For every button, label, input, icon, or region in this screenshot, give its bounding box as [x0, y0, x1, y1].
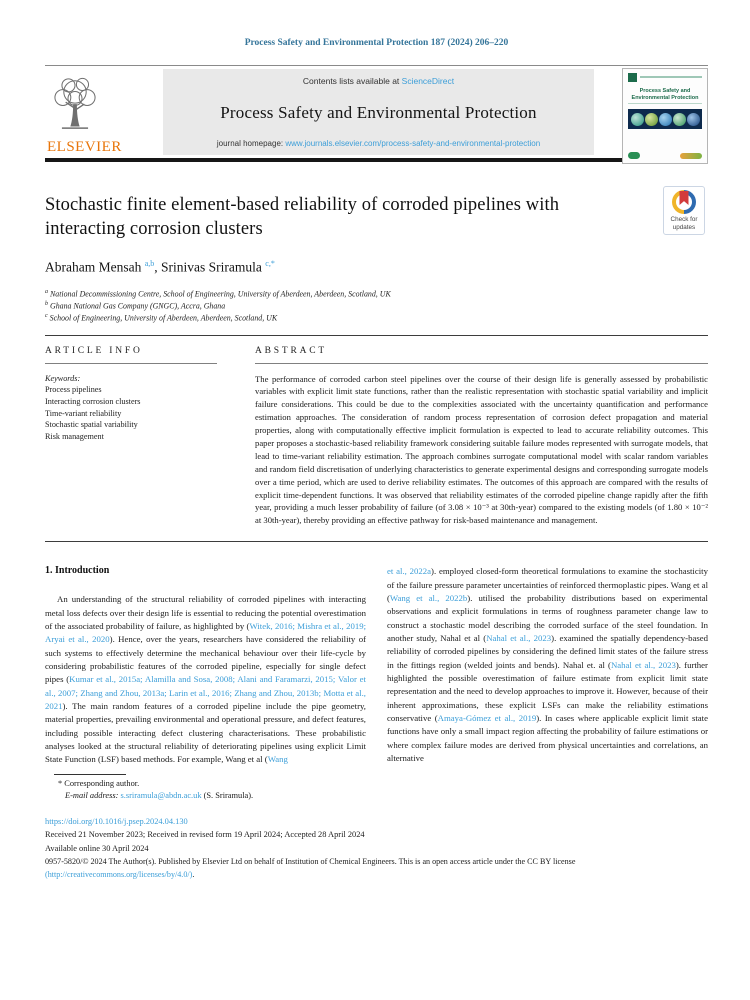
article-title: Stochastic finite element-based reliability of corroded pipelines with interacting corrosion clusters [45, 195, 560, 240]
inline-link[interactable]: s.sriramula@abdn.ac.uk [118, 791, 202, 801]
article-info-heading: ARTICLE INFO [45, 346, 217, 364]
keyword: Time-variant reliability [45, 408, 122, 418]
keyword: Risk management [45, 432, 104, 441]
inline-link[interactable]: Wang et al., 2022b [389, 592, 468, 603]
cover-globe-icon [673, 113, 686, 126]
journal-cover-thumbnail[interactable] [622, 68, 708, 156]
available-online: Available online 30 April 2024 [45, 843, 149, 853]
email-note: E-mail address: s.sriramula@abdn.ac.uk (S. Sriramula). [65, 791, 254, 801]
cover-society-logo [628, 152, 640, 159]
inline-link[interactable]: Kumar et al., 2015a; Alamilla and Sosa, 2008; Alani and Faramarzi, 2015; Valor et al., 2007; Zhang and Zhou, 2013a; Larin et al., 2016; Zhang and Zhou, 2013b; Motta et al., 2021 [45, 674, 366, 711]
title-block [45, 193, 708, 242]
elsevier-logo[interactable] [45, 68, 163, 156]
header-black-bar [45, 158, 708, 162]
section-heading: 1. Introduction [45, 565, 110, 577]
cover-brand-logo [680, 153, 702, 159]
cover-globe-icon [645, 113, 658, 126]
cover-publisher-mark [628, 73, 637, 82]
crossmark-icon [672, 190, 696, 214]
author-affil-sup[interactable]: c,* [265, 258, 275, 268]
footnote-block [45, 774, 400, 803]
abstract-column [255, 346, 708, 528]
keyword: Interacting corrosion clusters [45, 397, 141, 407]
left-column [45, 565, 366, 766]
info-bottom-rule [45, 541, 708, 542]
affiliation: $^c$ School of Engineering, University of Aberdeen, Aberdeen, Scotland, UK [45, 313, 278, 324]
inline-link[interactable]: et al., 2022a [387, 566, 432, 577]
keywords-label: Keywords: [45, 373, 81, 383]
received-dates: Received 21 November 2023; Received in revised form 19 April 2024; Accepted 28 April 2024 [45, 830, 365, 840]
inline-link[interactable]: Witek, 2016; Mishra et al., 2019; Aryai et al., 2020 [45, 620, 367, 645]
cover-globe-icon [659, 113, 672, 126]
bookmark-ribbon-icon [680, 191, 689, 205]
check-updates-label: Check for updates [670, 216, 698, 231]
journal-banner [163, 69, 594, 155]
elsevier-logo-text: ELSEVIER [47, 139, 122, 155]
check-for-updates-badge[interactable] [663, 186, 705, 235]
abstract-text: The performance of corroded carbon steel pipelines over the course of their design life is generally assessed by probabilistic variables with explicit limit state functions, rather than the realistic representation with stochastic spatial variability and implicit failure considerations. This could be due to the complexities associated with the uncertainty quantification and performance estimation approaches. The consideration of random process representation of corrosion defect propagation and material properties, along with computationally effective implicit formulation is expected to lead to accurate reliability outcomes. This paper proposes a stochastic-based reliability framework considering suitable failure modes represented with surrogate models, that lead to time-variant reliability estimation. The approach combines surrogate computational model with scalar random variables and random field discretisation of underlying characteristics to generate experimental designs and corresponding surrogate models over a time period, which are used to derive reliability estimates. The outcomes of this approach are compared with the results of explicit time-dependent functions. It was observed that reliability estimates of the corroded pipeline change rapidly after the fifth year, providing a much lesser probability of failure (of 3.08 × 10⁻³ at 30th-year) compared to the existing models (of 1.80 × 10⁻² at 30th-year), thereby providing an effective pathway for risk-based maintenance and management. [255, 373, 708, 526]
keyword: Stochastic spatial variability [45, 420, 138, 430]
inline-link[interactable]: Amaya-Gómez et al., 2019 [437, 713, 537, 724]
cover-title: Process Safety and Environmental Protection [631, 88, 699, 101]
right-column [387, 565, 708, 766]
affiliation: $^b$ Ghana National Gas Company (GNGC), Accra, Ghana [45, 301, 226, 312]
journal-cover [622, 68, 708, 164]
doi-link: https://doi.org/10.1016/j.psep.2024.04.130 [45, 816, 188, 826]
abstract-heading: ABSTRACT [255, 346, 708, 364]
sciencedirect-link[interactable]: ScienceDirect [401, 76, 455, 86]
author-name: Abraham Mensah [45, 259, 142, 275]
inline-link[interactable]: (http://creativecommons.org/licenses/by/4.0/) [45, 869, 193, 879]
cover-image-strip [628, 109, 702, 129]
inline-link[interactable]: Nahal et al., 2023 [486, 632, 552, 643]
author-affil-sup[interactable]: a,b [144, 258, 155, 268]
journal-citation: Process Safety and Environmental Protection 187 (2024) 206–220 [244, 38, 509, 48]
copyright-line: 0957-5820/© 2024 The Author(s). Published by Elsevier Ltd on behalf of Institution of Chemical Engineers. This is an open access article under the CC BY license (http://creativecommons.org/licenses/by/4.0/). [45, 857, 576, 879]
inline-link[interactable]: Nahal et al., 2023 [610, 659, 676, 670]
cover-globe-icon [687, 113, 700, 126]
introduction-section [45, 565, 708, 766]
elsevier-tree-icon [47, 76, 103, 139]
author-name: Srinivas Sriramula [161, 259, 262, 275]
contents-line: Contents lists available at ScienceDirect [302, 76, 455, 86]
intro-paragraph-left: An understanding of the structural reliability of corroded pipelines with interacting metal loss defects over their design life is essential to reducing the potential overestimation of the associated probability of failure, as highlighted by (Witek, 2016; Mishra et al., 2019; Aryai et al., 2020). Hence, over the years, researchers have considered the reliability of such systems to effectively determine the mechanical behaviour over their life-cycle by considering probabilistic features of the corroded pipeline, especially for single defect pipes (Kumar et al., 2015a; Alamilla and Sosa, 2008; Alani and Faramarzi, 2015; Valor et al., 2007; Zhang and Zhou, 2013a; Larin et al., 2016; Zhang and Zhou, 2013b; Motta et al., 2021). The main random features of a corroded pipeline include the pipe geometry, material properties, prevailing environmental and operational pressure, and defect features, including possible interacting defect clustering characterisations. These probabilistic analyses looked at the structural reliability of deteriorating pipelines using explicit Limit State Function (LSF) based methods. For example, Wang et al (Wang [45, 594, 367, 765]
intro-paragraph-right: et al., 2022a). employed closed-form theoretical formulations to examine the stochasticity of the failure pressure parameter uncertainties of reinforced thermoplastic pipes. Wang et al (Wang et al., 2022b). utilised the probability distributions based on experimental observations and explicit formulations in terms of roughness parameter change law to construct a stochastic model describing the corroded surface of the steel foundation. In another study, Nahal et al (Nahal et al., 2023). examined the spatially dependency-based reliability of corroded pipelines by considering the defined limit states of the failure stress in the fittings region (welded joints and bends). Nahal et. al (Nahal et al., 2023). further highlighted the possible overestimation of failure estimate from explicit limit state representation and the need to develop approaches to improve it. However, because of their inherent approximations, these explicit LSFs can make the reliability estimations conservative (Amaya-Gómez et al., 2019). In cases where applicable explicit limit state functions have only a small impact region affecting the probability of failure estimations or where complex failure modes are derived from physical uncertainties and correlations, an alternative [387, 566, 708, 764]
keyword: Process pipelines [45, 385, 102, 395]
footnote-rule [54, 774, 126, 775]
footer-block [45, 815, 708, 881]
affiliation: $^a$ National Decommissioning Centre, School of Engineering, University of Aberdeen, Aberdeen, Scotland, UK [45, 289, 391, 299]
corresponding-author-note: * Corresponding author. [58, 778, 140, 788]
inline-link[interactable]: Wang [267, 754, 288, 765]
article-info-column [45, 346, 217, 528]
journal-header [45, 66, 708, 158]
cover-globe-icon [631, 113, 644, 126]
authors-line: Abraham Mensah $^{a,b}$, Srinivas Sriramula $^{c,*}$ [45, 258, 275, 275]
affiliations [45, 288, 708, 324]
journal-title: Process Safety and Environmental Protection [220, 102, 537, 122]
info-section [45, 336, 708, 542]
journal-homepage-link[interactable]: www.journals.elsevier.com/process-safety-and-environmental-protection [285, 139, 541, 148]
homepage-line: journal homepage: www.journals.elsevier.com/process-safety-and-environmental-protection [216, 139, 541, 148]
